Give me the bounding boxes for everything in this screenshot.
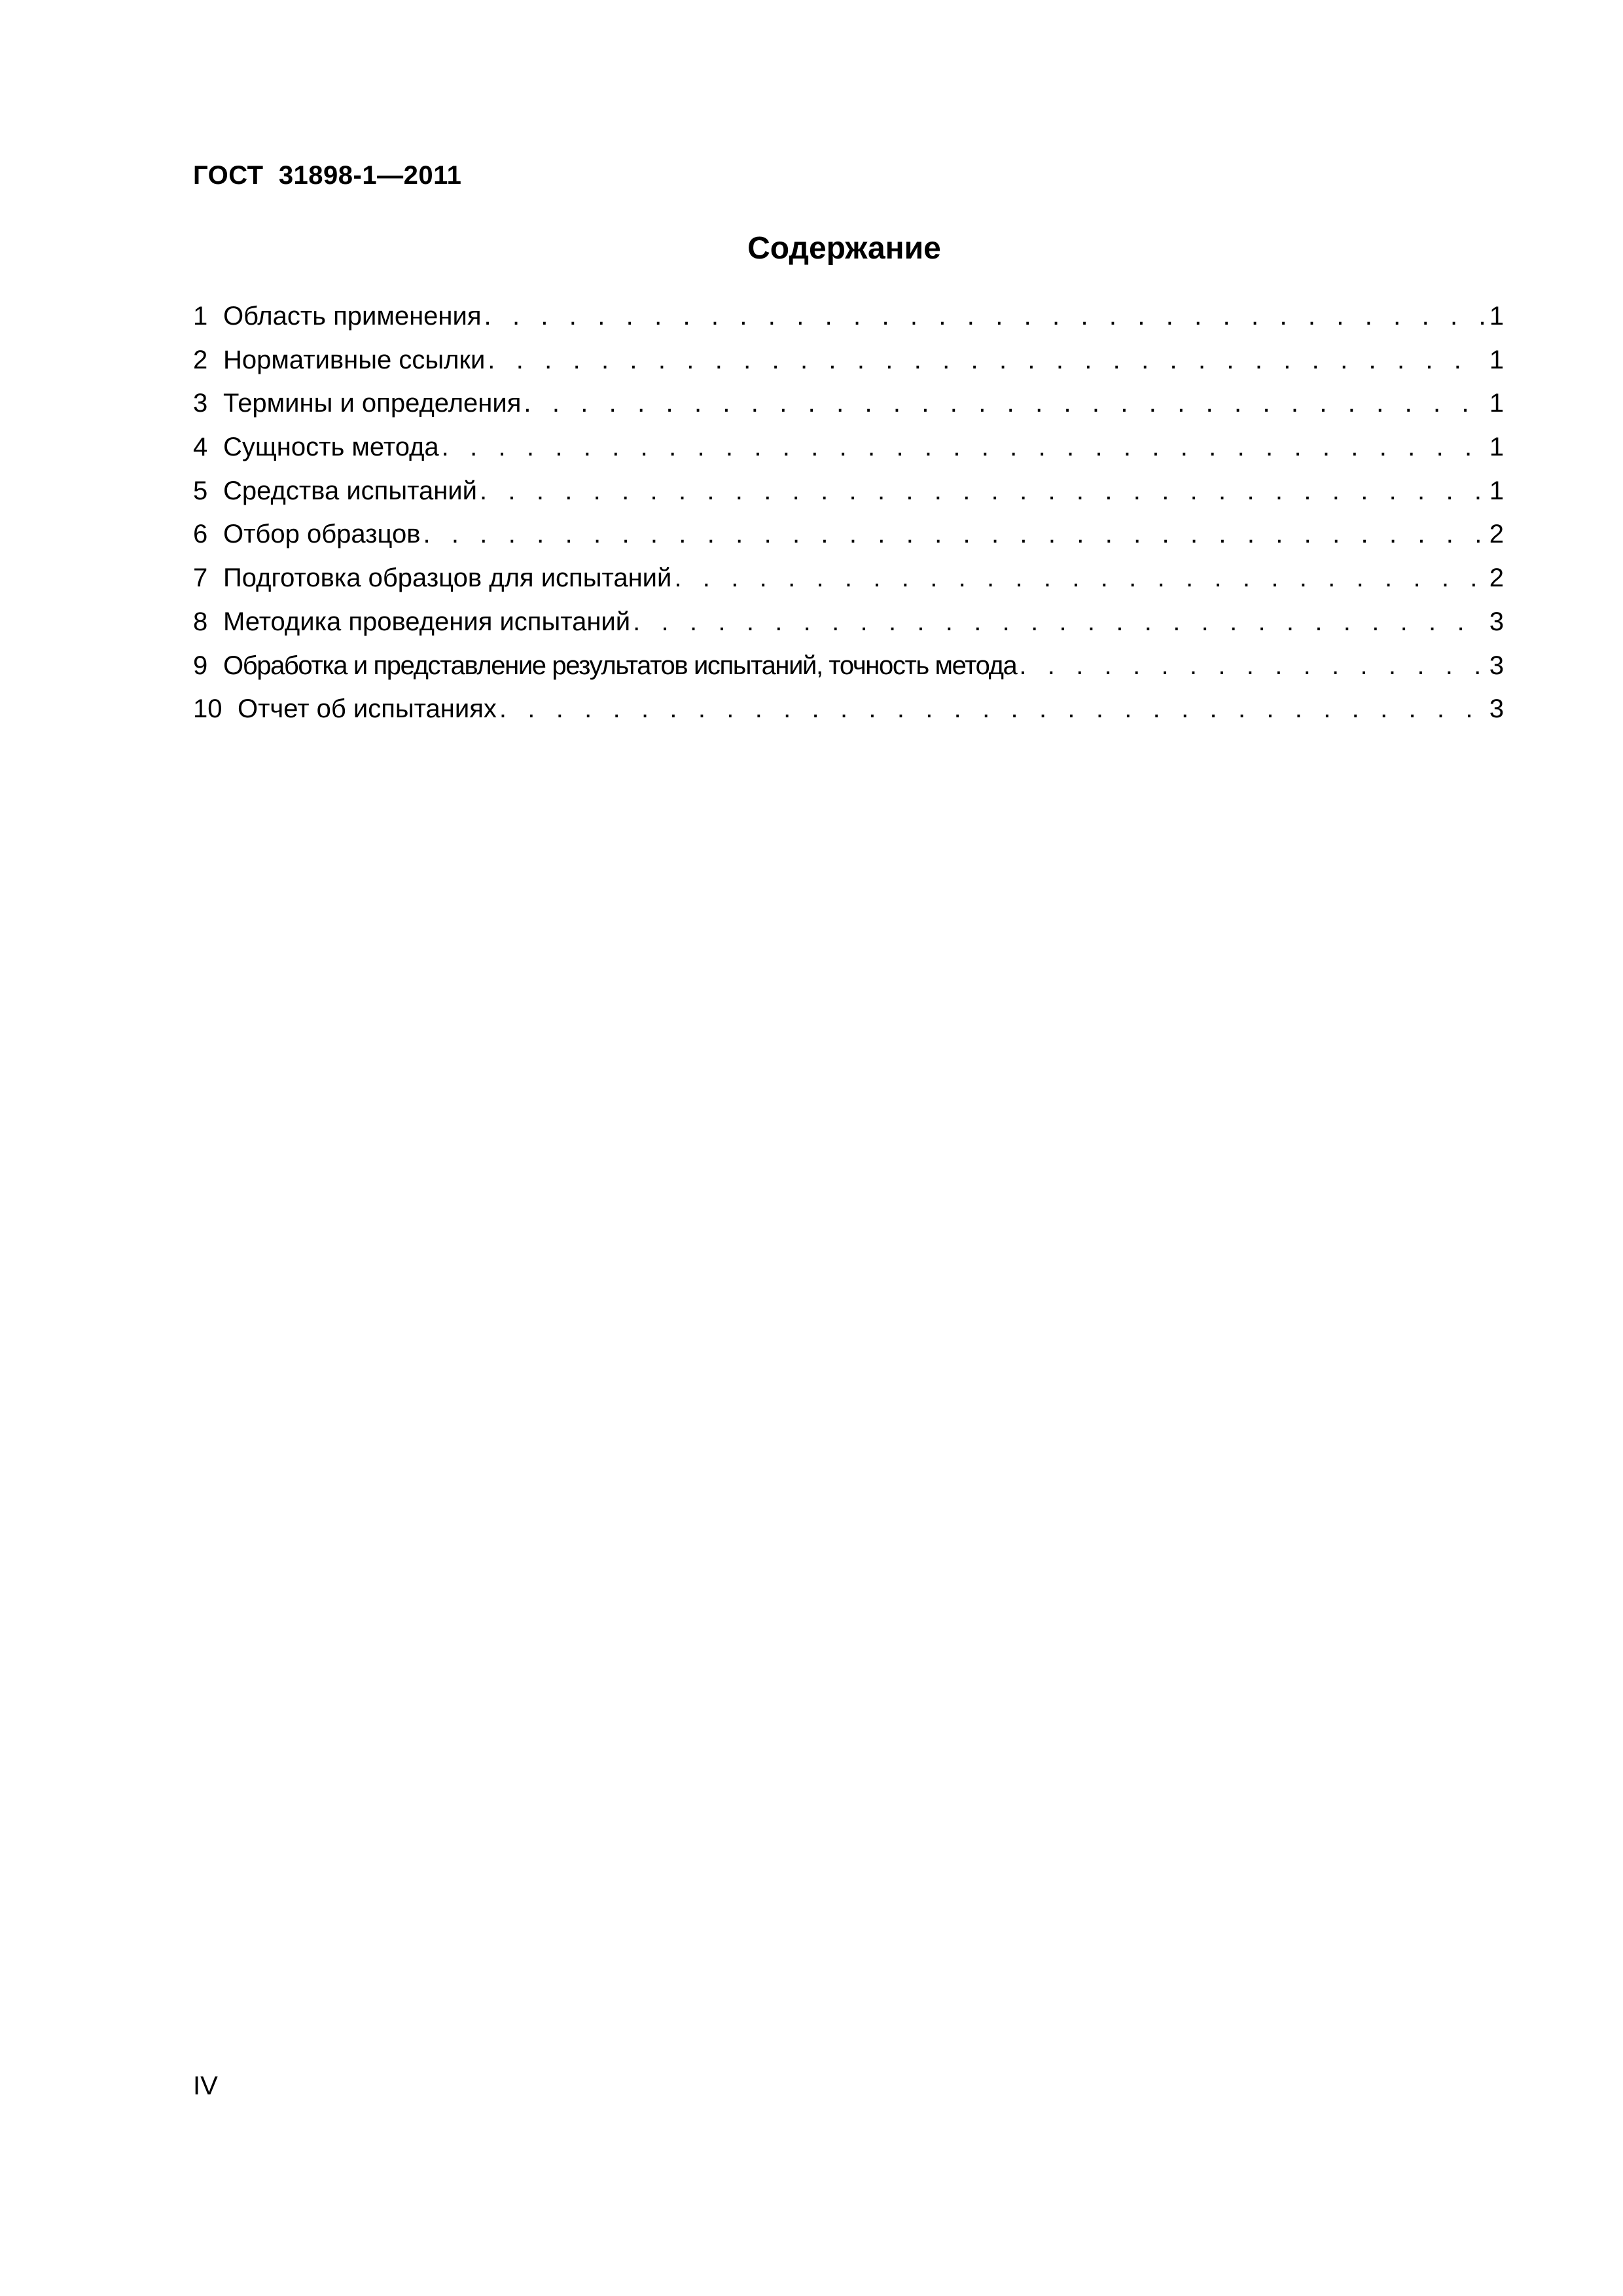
dot-leader (521, 382, 1484, 425)
toc-entry-number: 4 (193, 433, 208, 462)
toc-entry-page: 2 (1489, 520, 1504, 549)
toc-entry-label: Подготовка образцов для испытаний (223, 564, 672, 593)
dot-leader (671, 556, 1484, 600)
toc-entry-number: 8 (193, 607, 208, 636)
toc-entry[interactable] (193, 687, 1504, 731)
toc-entry-page: 1 (1489, 389, 1504, 418)
toc-entry-page: 1 (1489, 476, 1504, 505)
toc-entry-label: Отчет об испытаниях (238, 694, 497, 724)
toc-entry-label: Отбор образцов (223, 520, 421, 549)
toc-title: Содержание (747, 231, 941, 266)
toc-entry-page: 3 (1489, 651, 1504, 680)
toc-entry-page: 2 (1489, 564, 1504, 593)
toc-entry-number: 1 (193, 302, 208, 331)
toc-entry-number: 10 (193, 694, 223, 724)
toc-entry[interactable] (193, 512, 1504, 556)
toc-entry-label: Средства испытаний (223, 476, 477, 505)
toc-entry-page: 1 (1489, 345, 1504, 374)
toc-entry-label: Нормативные ссылки (223, 345, 486, 374)
table-of-contents (193, 295, 1504, 731)
toc-entry-number: 5 (193, 476, 208, 505)
toc-entry-label: Термины и определения (223, 389, 522, 418)
toc-entry-number: 7 (193, 564, 208, 593)
toc-entry-label: Обработка и представление результатов испытаний, точность метода (223, 651, 1017, 680)
dot-leader (497, 687, 1484, 731)
toc-entry-number: 6 (193, 520, 208, 549)
toc-entry-number: 2 (193, 345, 208, 374)
toc-entry-label: Методика проведения испытаний (223, 607, 631, 636)
toc-entry-label: Сущность метода (223, 433, 439, 462)
toc-entry-page: 3 (1489, 694, 1504, 724)
document-code: ГОСТ 31898-1—2011 (193, 161, 462, 190)
toc-entry[interactable] (193, 338, 1504, 382)
toc-entry-page: 1 (1489, 302, 1504, 331)
toc-entry[interactable] (193, 556, 1504, 600)
dot-leader (485, 338, 1484, 382)
dot-leader (1016, 644, 1484, 688)
toc-entry-number: 9 (193, 651, 208, 680)
toc-entry-label: Область применения (223, 302, 482, 331)
dot-leader (420, 512, 1484, 556)
toc-entry-page: 3 (1489, 607, 1504, 636)
toc-entry[interactable] (193, 425, 1504, 469)
dot-leader (482, 295, 1484, 338)
toc-entry-number: 3 (193, 389, 208, 418)
dot-leader (439, 425, 1484, 469)
toc-entry[interactable] (193, 295, 1504, 338)
toc-entry[interactable] (193, 644, 1504, 688)
dot-leader (630, 600, 1484, 644)
toc-entry[interactable] (193, 600, 1504, 644)
dot-leader (477, 469, 1484, 513)
toc-entry[interactable] (193, 382, 1504, 425)
toc-entry[interactable] (193, 469, 1504, 513)
page-number: IV (193, 2072, 218, 2100)
toc-entry-page: 1 (1489, 433, 1504, 462)
